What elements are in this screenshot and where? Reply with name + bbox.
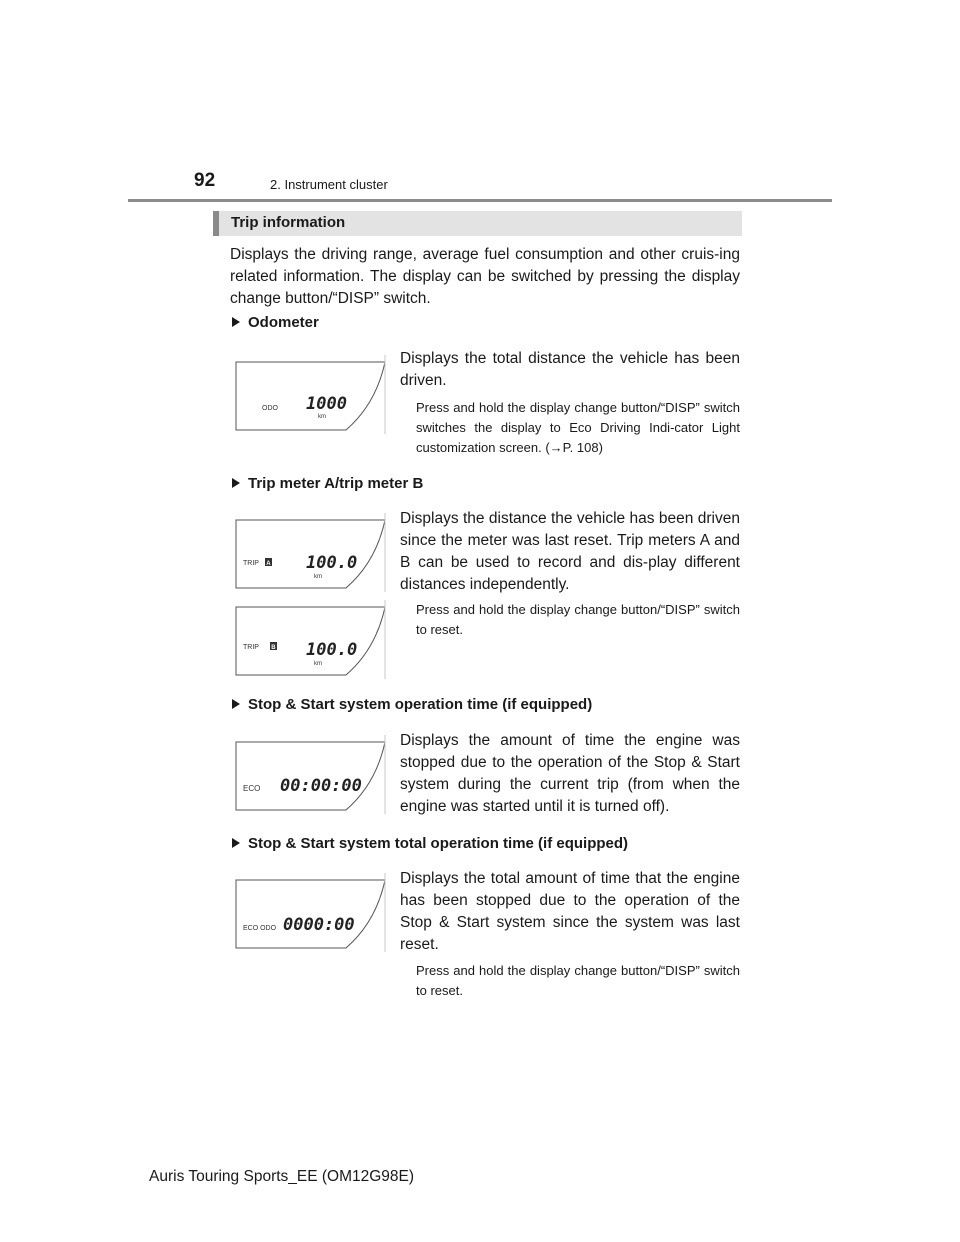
- eco-label: ECO: [243, 784, 261, 793]
- eco-display: [230, 732, 388, 817]
- stop-start-total-heading: [232, 835, 628, 852]
- section-title-bar: [213, 211, 742, 236]
- trip-b-label: TRIP: [243, 644, 259, 651]
- footer-document-id: Auris Touring Sports_EE (OM12G98E): [149, 1168, 415, 1185]
- odometer-note: Press and hold the display change button/“DISP” switch switches the display to Eco Driving Indi-cator Light customization screen. (→P. 108): [416, 400, 740, 455]
- odometer-heading: [232, 314, 319, 331]
- odo-unit: km: [318, 414, 326, 420]
- bullet-icon: [232, 478, 240, 488]
- page-number: 92: [194, 170, 216, 191]
- odo-value: 1000: [306, 394, 347, 414]
- trip-a-value: 100.0: [306, 553, 358, 573]
- eco-value: 00:00:00: [280, 776, 362, 796]
- trip-a-label: TRIP: [243, 560, 259, 567]
- trip-a-display: [230, 510, 388, 595]
- odometer-display: [230, 352, 388, 437]
- eco-odo-value: 0000:00: [283, 915, 355, 935]
- bullet-icon: [232, 317, 240, 327]
- section-title: Trip information: [231, 214, 346, 231]
- section-label: 2. Instrument cluster: [270, 177, 388, 192]
- header-rule: [128, 199, 832, 202]
- eco-odo-label: ECO ODO: [243, 925, 277, 932]
- stop-start-total-description: Displays the total amount of time that the engine has been stopped due to the operation of the Stop & Start system since the system was last reset.: [400, 870, 740, 953]
- trip-b-value: 100.0: [306, 640, 358, 660]
- trip-a-unit: km: [314, 574, 322, 580]
- intro-paragraph: Displays the driving range, average fuel consumption and other cruis-ing related information. The display can be switched by pressing the display change button/“DISP” switch.: [230, 246, 740, 307]
- stop-start-time-heading-text: Stop & Start system operation time (if equipped): [248, 696, 593, 713]
- odometer-description: Displays the total distance the vehicle has been driven.: [400, 350, 740, 389]
- trip-meter-description: Displays the distance the vehicle has been driven since the meter was last reset. Trip meters A and B can be used to record and dis-play different distances independently.: [400, 510, 740, 593]
- stop-start-time-description: Displays the amount of time the engine was stopped due to the operation of the Stop & Start system during the current trip (from when the engine was started until it is turned off).: [400, 732, 740, 815]
- odo-label: ODO: [262, 405, 278, 412]
- trip-meter-heading-text: Trip meter A/trip meter B: [248, 475, 424, 492]
- trip-b-display: [230, 597, 388, 682]
- trip-a-badge: A: [266, 560, 271, 567]
- trip-meter-heading: [232, 475, 423, 492]
- trip-meter-note: Press and hold the display change button/“DISP” switch to reset.: [416, 602, 740, 637]
- trip-b-unit: km: [314, 661, 322, 667]
- bullet-icon: [232, 838, 240, 848]
- odometer-heading-text: Odometer: [248, 314, 319, 331]
- stop-start-total-heading-text: Stop & Start system total operation time (if equipped): [248, 835, 629, 852]
- eco-odo-display: [230, 870, 388, 955]
- stop-start-time-heading: [232, 696, 592, 713]
- trip-b-badge: B: [271, 644, 276, 651]
- stop-start-total-note: Press and hold the display change button/“DISP” switch to reset.: [416, 963, 740, 998]
- bullet-icon: [232, 699, 240, 709]
